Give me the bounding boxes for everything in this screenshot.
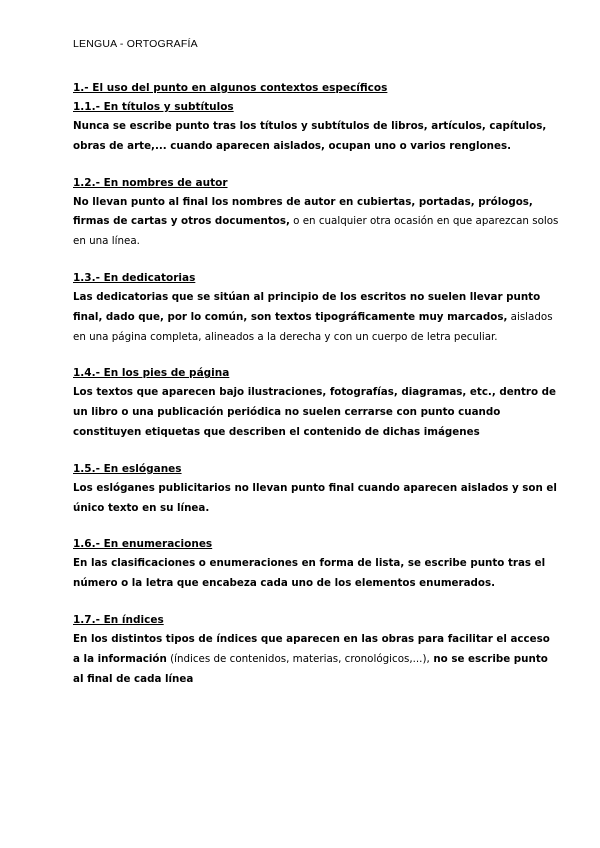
section-body bbox=[73, 554, 560, 594]
section-title: 1.3.- En dedicatorias bbox=[73, 271, 196, 284]
section-body bbox=[73, 288, 560, 347]
section-title: 1.5.- En eslóganes bbox=[73, 462, 182, 475]
section-enumeraciones bbox=[73, 535, 560, 594]
body-normal-text: (índices de contenidos, materias, cronológicos,...), bbox=[166, 652, 430, 665]
body-bold-text: Nunca se escribe punto tras los títulos y subtítulos de libros, artículos, capítulos, obras de arte,... cuando aparecen aislados, ocupan uno o varios renglones. bbox=[73, 120, 547, 152]
body-bold-text: Los textos que aparecen bajo ilustraciones, fotografías, diagramas, etc., dentro de un libro o una publicación periódica no suelen cerrarse con punto cuando constituyen etiquetas que describen el contenido de dichas imágenes bbox=[73, 386, 557, 438]
section-title: 1.6.- En enumeraciones bbox=[73, 538, 213, 551]
section-body bbox=[73, 117, 560, 157]
body-bold-text-2: no se escribe punto al final de cada línea bbox=[73, 652, 548, 685]
section-indices bbox=[73, 611, 560, 689]
section-body bbox=[73, 630, 560, 689]
section-title: 1.4.- En los pies de página bbox=[73, 367, 230, 380]
section-nombres-autor bbox=[73, 174, 560, 252]
body-normal-text: aislados en una página completa, alineados a la derecha y con un cuerpo de letra peculiar. bbox=[73, 310, 553, 343]
section-title: 1.7.- En índices bbox=[73, 613, 164, 626]
section-body bbox=[73, 383, 560, 442]
section-title: 1.2.- En nombres de autor bbox=[73, 176, 228, 189]
section-body bbox=[73, 479, 560, 519]
section-title: 1.1.- En títulos y subtítulos bbox=[73, 101, 234, 113]
body-bold-text: Las dedicatorias que se sitúan al principio de los escritos no suelen llevar punto final, dado que, por lo común, son textos tipográficamente muy marcados, bbox=[73, 290, 541, 323]
page-header: LENGUA - ORTOGRAFÍA bbox=[73, 38, 198, 50]
body-bold-text: Los eslóganes publicitarios no llevan punto final cuando aparecen aislados y son el único texto en su línea. bbox=[73, 481, 557, 514]
section-titulos bbox=[73, 98, 560, 157]
body-bold-text: En los distintos tipos de índices que aparecen en las obras para facilitar el acceso a la información bbox=[73, 632, 550, 665]
section-pies-pagina bbox=[73, 364, 560, 442]
section-esloganes bbox=[73, 460, 560, 519]
body-bold-text: En las clasificaciones o enumeraciones en forma de lista, se escribe punto tras el número o la letra que encabeza cada uno de los elementos enumerados. bbox=[73, 557, 546, 590]
section-dedicatorias bbox=[73, 269, 560, 347]
body-bold-text: No llevan punto al final los nombres de autor en cubiertas, portadas, prólogos, firmas de cartas y otros documentos, bbox=[73, 195, 533, 228]
main-title: 1.- El uso del punto en algunos contextos específicos bbox=[73, 82, 388, 94]
section-body bbox=[73, 193, 560, 252]
body-normal-text: o en cualquier otra ocasión en que aparezcan solos en una línea. bbox=[73, 215, 559, 248]
